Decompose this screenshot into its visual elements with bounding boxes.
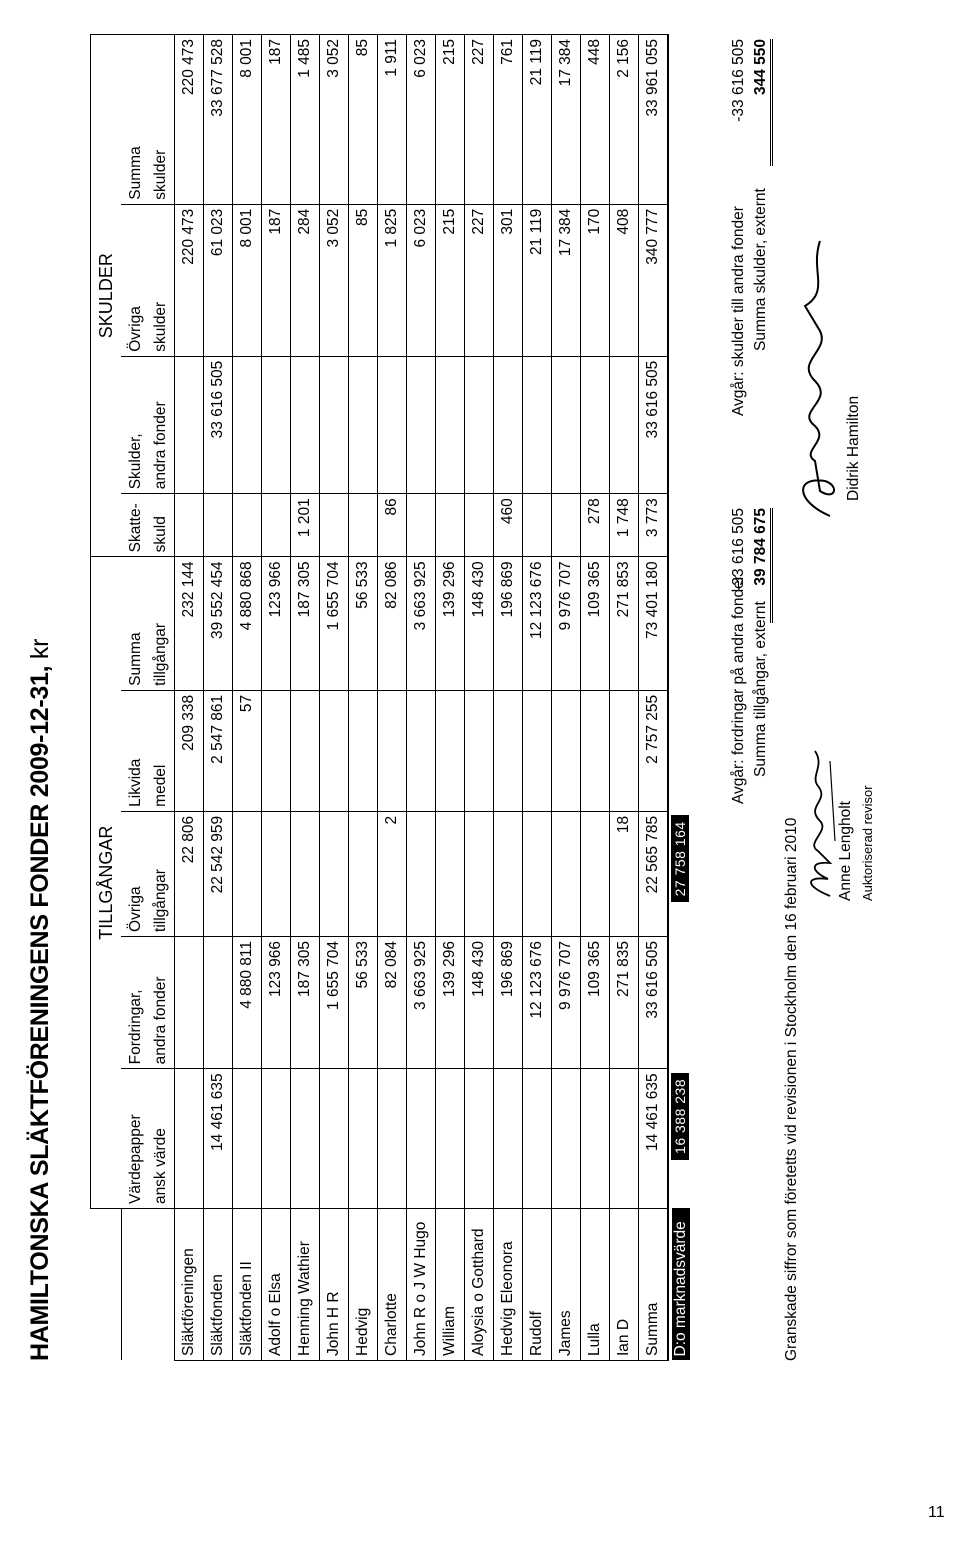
table-cell: 22 542 959	[203, 811, 232, 936]
debts-less-label: Avgår: skulder till andra fonder	[730, 206, 747, 416]
table-cell	[609, 1069, 638, 1209]
table-cell: 340 777	[638, 204, 668, 356]
table-cell: 209 338	[174, 690, 203, 811]
table-cell	[493, 1069, 522, 1209]
debts-less-value: -33 616 505	[730, 39, 747, 122]
table-cell	[435, 690, 464, 811]
table-cell: 278	[580, 494, 609, 557]
group-header-row	[91, 35, 122, 1361]
table-cell	[261, 811, 290, 936]
table-cell: 12 123 676	[522, 557, 551, 690]
table-cell: 14 461 635	[203, 1069, 232, 1209]
table-cell: 3 773	[638, 494, 668, 557]
row-label: Släktföreningen	[174, 1208, 203, 1360]
table-row	[348, 35, 377, 1361]
table-cell	[609, 690, 638, 811]
group-tillgangar: TILLGÅNGAR	[91, 557, 122, 1209]
table-cell	[232, 1069, 261, 1209]
table-cell	[348, 811, 377, 936]
col-header: Skatte-	[121, 494, 152, 557]
table-cell	[522, 494, 551, 557]
table-cell	[435, 494, 464, 557]
table-cell	[290, 690, 319, 811]
col-header: Värdepapper	[121, 1069, 152, 1209]
table-row	[203, 35, 232, 1361]
table-cell	[406, 690, 435, 811]
table-cell: 56 533	[348, 557, 377, 690]
table-cell: 18	[609, 811, 638, 936]
market-value-row	[668, 35, 693, 1361]
table-cell	[493, 811, 522, 936]
market-vardepapper: 16 388 238	[668, 1069, 693, 1209]
col-header: Likvida	[121, 690, 152, 811]
table-cell: 301	[493, 204, 522, 356]
table-cell: 56 533	[348, 936, 377, 1068]
table-cell: 21 119	[522, 204, 551, 356]
assets-external-label: Summa tillgångar, externt	[752, 601, 769, 777]
column-header-row-1	[121, 35, 152, 1361]
table-cell	[377, 356, 406, 494]
table-cell	[493, 690, 522, 811]
table-row	[435, 35, 464, 1361]
table-cell: 148 430	[464, 557, 493, 690]
column-header-row-2	[152, 35, 175, 1361]
row-label: John R o J W Hugo	[406, 1208, 435, 1360]
table-cell: 33 616 505	[638, 936, 668, 1068]
table-cell	[319, 811, 348, 936]
row-label: Hedvig Eleonora	[493, 1208, 522, 1360]
table-cell: 82 084	[377, 936, 406, 1068]
table-cell: 22 565 785	[638, 811, 668, 936]
table-cell	[174, 356, 203, 494]
table-cell	[551, 1069, 580, 1209]
table-cell	[261, 690, 290, 811]
table-cell	[290, 356, 319, 494]
table-cell	[464, 811, 493, 936]
row-label: Lulla	[580, 1208, 609, 1360]
table-cell: 1 911	[377, 35, 406, 205]
table-cell	[493, 356, 522, 494]
table-row	[290, 35, 319, 1361]
summary-row	[638, 35, 668, 1361]
table-cell: 227	[464, 204, 493, 356]
table-cell: 215	[435, 204, 464, 356]
table-cell	[377, 1069, 406, 1209]
table-cell: 123 966	[261, 936, 290, 1068]
table-cell	[464, 356, 493, 494]
row-label: Släktfonden	[203, 1208, 232, 1360]
table-row	[580, 35, 609, 1361]
table-cell	[174, 936, 203, 1068]
table-cell	[522, 690, 551, 811]
table-cell: 271 853	[609, 557, 638, 690]
table-cell: 82 086	[377, 557, 406, 690]
signer-1-name: Anne Lengholt	[837, 801, 854, 901]
table-cell: 109 365	[580, 936, 609, 1068]
table-cell: 33 961 055	[638, 35, 668, 205]
table-cell: 1 748	[609, 494, 638, 557]
market-ovriga: 27 758 164	[668, 811, 693, 936]
table-cell: 3 663 925	[406, 557, 435, 690]
signature-1-handwriting	[800, 741, 840, 901]
signer-2-name: Didrik Hamilton	[845, 395, 862, 501]
col-header: andra fonder	[152, 936, 175, 1068]
market-empty	[668, 204, 693, 356]
row-label: Rudolf	[522, 1208, 551, 1360]
table-cell: 761	[493, 35, 522, 205]
col-header: medel	[152, 690, 175, 811]
table-cell: 8 001	[232, 35, 261, 205]
col-header: ansk värde	[152, 1069, 175, 1209]
table-cell: 2 156	[609, 35, 638, 205]
row-label: Hedvig	[348, 1208, 377, 1360]
col-header: tillgångar	[152, 811, 175, 936]
table-cell	[580, 690, 609, 811]
col-header: skuld	[152, 494, 175, 557]
table-cell	[406, 494, 435, 557]
table-cell	[580, 356, 609, 494]
table-cell: 196 869	[493, 936, 522, 1068]
table-cell: 271 835	[609, 936, 638, 1068]
table-cell: 139 296	[435, 936, 464, 1068]
table-cell	[261, 494, 290, 557]
table-cell	[551, 811, 580, 936]
title-text: HAMILTONSKA SLÄKTFÖRENINGENS FONDER 2009-12-31,	[26, 665, 54, 1361]
table-cell: 232 144	[174, 557, 203, 690]
table-cell	[232, 356, 261, 494]
table-cell: 123 966	[261, 557, 290, 690]
row-label: Adolf o Elsa	[261, 1208, 290, 1360]
row-label: Summa	[638, 1208, 668, 1360]
table-cell: 21 119	[522, 35, 551, 205]
col-header: Summa	[121, 557, 152, 690]
table-cell	[377, 690, 406, 811]
table-cell: 2 757 255	[638, 690, 668, 811]
table-cell	[319, 1069, 348, 1209]
table-cell	[522, 811, 551, 936]
table-cell	[290, 811, 319, 936]
table-cell	[551, 690, 580, 811]
table-cell: 1 655 704	[319, 936, 348, 1068]
table-row	[319, 35, 348, 1361]
col-header: Övriga	[121, 811, 152, 936]
table-cell: 9 976 707	[551, 557, 580, 690]
row-label: John H R	[319, 1208, 348, 1360]
table-cell: 460	[493, 494, 522, 557]
table-cell: 187	[261, 204, 290, 356]
market-empty	[668, 690, 693, 811]
table-cell	[348, 1069, 377, 1209]
table-cell	[203, 494, 232, 557]
table-cell: 170	[580, 204, 609, 356]
row-label: Ian D	[609, 1208, 638, 1360]
table-cell: 220 473	[174, 35, 203, 205]
col-header: skulder	[152, 35, 175, 205]
table-cell: 148 430	[464, 936, 493, 1068]
table-row	[522, 35, 551, 1361]
signer-1-title: Auktoriserad revisor	[860, 785, 875, 901]
table-cell	[551, 356, 580, 494]
table-row	[464, 35, 493, 1361]
table-cell	[522, 356, 551, 494]
table-cell: 1 825	[377, 204, 406, 356]
signature-2-handwriting	[790, 231, 845, 521]
market-empty	[668, 35, 693, 205]
assets-less-label: Avgår: fordringar på andra fonder	[730, 575, 747, 804]
table-row	[406, 35, 435, 1361]
table-cell	[203, 936, 232, 1068]
table-cell: 17 384	[551, 35, 580, 205]
market-empty	[668, 356, 693, 494]
audit-note: Granskade siffror som företetts vid revisionen i Stockholm den 16 februari 2010	[783, 817, 800, 1361]
row-label: Charlotte	[377, 1208, 406, 1360]
row-label: James	[551, 1208, 580, 1360]
col-header: tillgångar	[152, 557, 175, 690]
table-cell: 73 401 180	[638, 557, 668, 690]
table-row	[174, 35, 203, 1361]
table-cell: 2	[377, 811, 406, 936]
table-cell: 215	[435, 35, 464, 205]
page-number: 11	[928, 1504, 945, 1521]
table-cell	[464, 690, 493, 811]
table-cell: 284	[290, 204, 319, 356]
row-label: Henning Wathier	[290, 1208, 319, 1360]
table-cell: 1 201	[290, 494, 319, 557]
table-cell: 139 296	[435, 557, 464, 690]
col-header: Fordringar,	[121, 936, 152, 1068]
table-cell: 187 305	[290, 557, 319, 690]
table-cell: 3 052	[319, 204, 348, 356]
table-cell: 196 869	[493, 557, 522, 690]
table-cell: 6 023	[406, 204, 435, 356]
table-cell: 8 001	[232, 204, 261, 356]
table-cell: 220 473	[174, 204, 203, 356]
table-cell: 187 305	[290, 936, 319, 1068]
table-cell	[261, 1069, 290, 1209]
table-cell: 85	[348, 204, 377, 356]
table-cell	[261, 356, 290, 494]
market-empty	[668, 936, 693, 1068]
table-cell: 85	[348, 35, 377, 205]
table-cell: 408	[609, 204, 638, 356]
table-cell	[232, 494, 261, 557]
table-cell	[174, 1069, 203, 1209]
table-cell	[348, 690, 377, 811]
row-label: Släktfonden II	[232, 1208, 261, 1360]
table-cell	[435, 356, 464, 494]
table-cell: 33 616 505	[203, 356, 232, 494]
col-header: Summa	[121, 35, 152, 205]
table-cell: 12 123 676	[522, 936, 551, 1068]
table-cell	[174, 494, 203, 557]
col-header: andra fonder	[152, 356, 175, 494]
table-row	[609, 35, 638, 1361]
table-cell	[406, 811, 435, 936]
table-cell	[319, 690, 348, 811]
table-cell	[522, 1069, 551, 1209]
table-row	[493, 35, 522, 1361]
table-cell: 2 547 861	[203, 690, 232, 811]
table-cell	[551, 494, 580, 557]
table-cell	[348, 494, 377, 557]
table-cell: 3 052	[319, 35, 348, 205]
col-header: skulder	[152, 204, 175, 356]
market-label: D:o marknadsvärde	[668, 1208, 693, 1360]
row-label: Aloysia o Gotthard	[464, 1208, 493, 1360]
table-cell: 4 880 811	[232, 936, 261, 1068]
table-cell	[348, 356, 377, 494]
market-empty	[668, 557, 693, 690]
group-skulder: SKULDER	[91, 35, 122, 557]
debts-external-label: Summa skulder, externt	[752, 188, 769, 351]
table-cell	[580, 811, 609, 936]
table-cell: 1 485	[290, 35, 319, 205]
table-row	[232, 35, 261, 1361]
table-cell: 22 806	[174, 811, 203, 936]
table-cell: 86	[377, 494, 406, 557]
page-title	[26, 639, 55, 1361]
col-header: Övriga	[121, 204, 152, 356]
table-cell: 61 023	[203, 204, 232, 356]
table-cell: 1 655 704	[319, 557, 348, 690]
table-cell: 448	[580, 35, 609, 205]
table-cell: 9 976 707	[551, 936, 580, 1068]
table-row	[377, 35, 406, 1361]
title-unit: kr	[26, 638, 54, 660]
market-empty	[668, 494, 693, 557]
table-cell: 109 365	[580, 557, 609, 690]
col-header: Skulder,	[121, 356, 152, 494]
table-cell	[406, 356, 435, 494]
table-cell: 3 663 925	[406, 936, 435, 1068]
table-cell: 39 552 454	[203, 557, 232, 690]
table-row	[261, 35, 290, 1361]
debts-external-value: 344 550	[752, 39, 773, 166]
table-cell: 33 677 528	[203, 35, 232, 205]
table-cell: 227	[464, 35, 493, 205]
table-cell	[319, 494, 348, 557]
table-cell	[406, 1069, 435, 1209]
table-cell: 17 384	[551, 204, 580, 356]
table-cell: 4 880 868	[232, 557, 261, 690]
assets-less-value: -33 616 505	[730, 508, 747, 591]
table-cell: 6 023	[406, 35, 435, 205]
table-cell	[290, 1069, 319, 1209]
row-label: William	[435, 1208, 464, 1360]
funds-table	[90, 34, 693, 1361]
table-cell	[232, 811, 261, 936]
assets-external-value: 39 784 675	[752, 508, 773, 623]
table-cell	[580, 1069, 609, 1209]
table-cell	[435, 1069, 464, 1209]
table-cell: 14 461 635	[638, 1069, 668, 1209]
table-row	[551, 35, 580, 1361]
table-cell	[464, 1069, 493, 1209]
table-cell	[435, 811, 464, 936]
table-cell: 57	[232, 690, 261, 811]
table-cell	[319, 356, 348, 494]
table-cell	[609, 356, 638, 494]
table-cell: 187	[261, 35, 290, 205]
table-cell	[464, 494, 493, 557]
table-cell: 33 616 505	[638, 356, 668, 494]
